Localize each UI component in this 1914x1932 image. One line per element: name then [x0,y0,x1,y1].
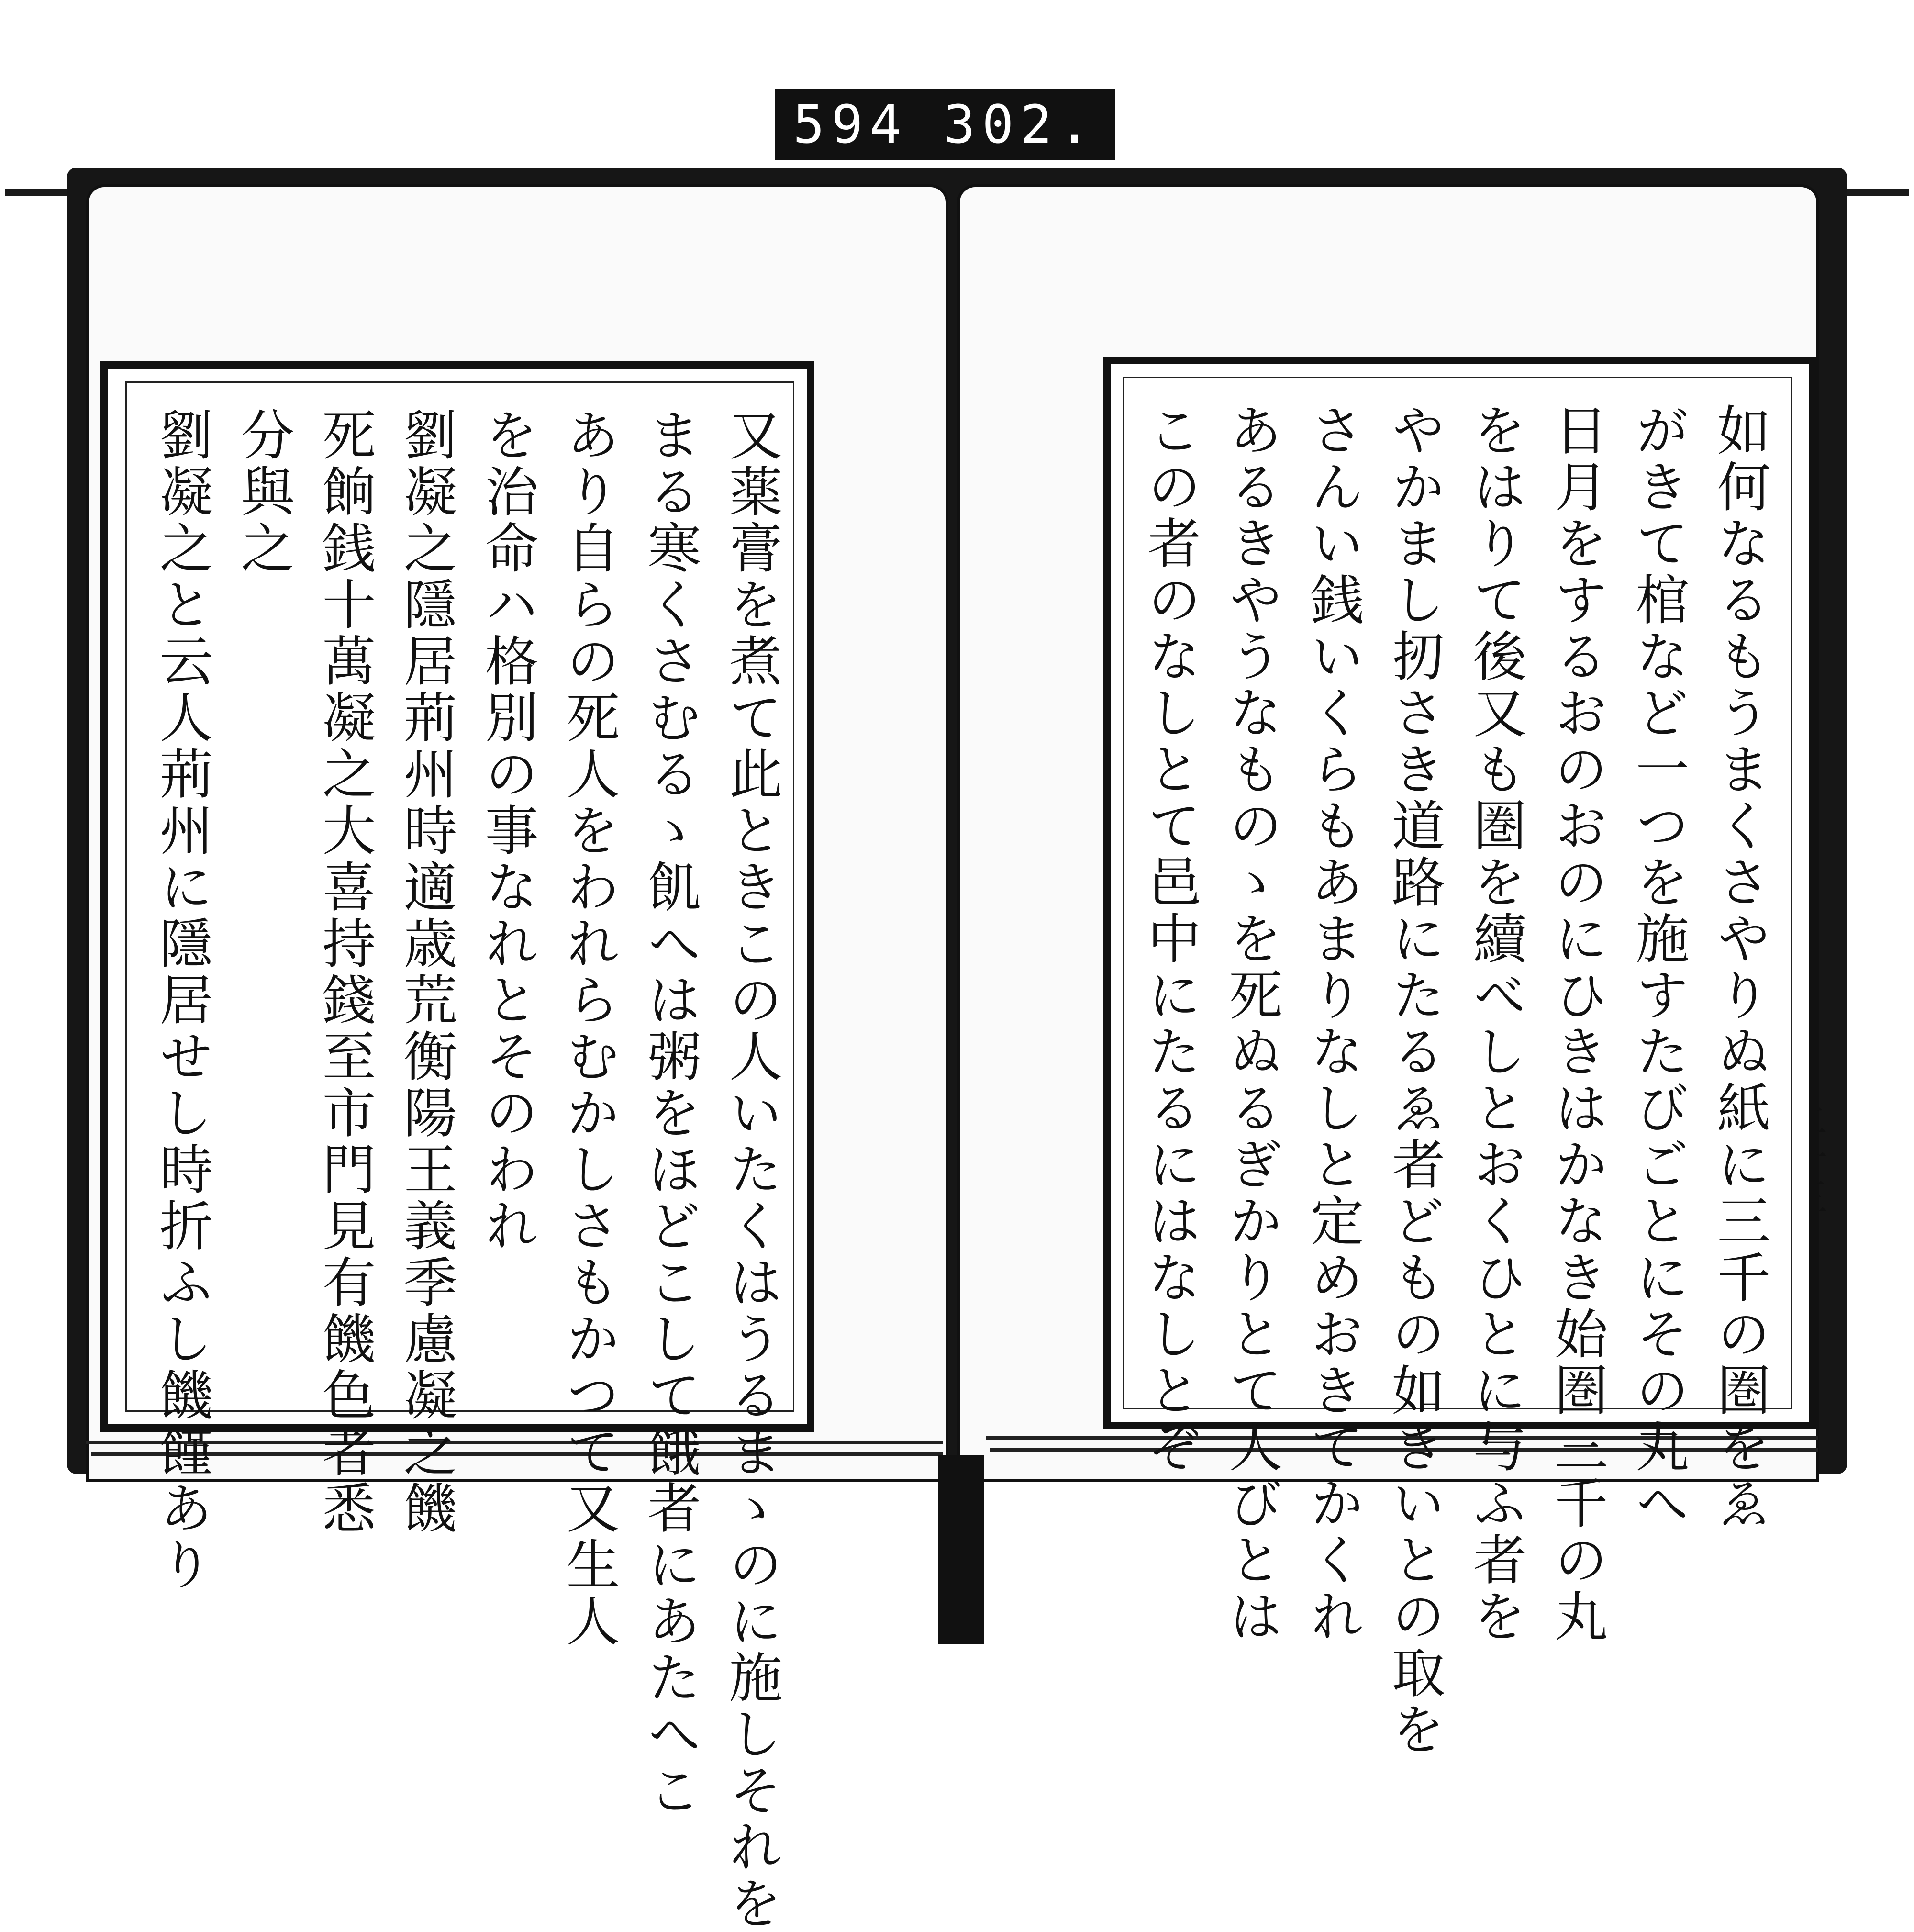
text-column: やかまし扨さき道路にたるゑ者どもの如きいとの取を [1383,402,1445,1758]
book-spine [938,1455,984,1644]
text-column: 死餉銭十萬凝之大喜持錢至市門見有饑色者悉 [313,407,376,1537]
text-column: がきて棺など一つを施すたびごとにその丸へ [1627,402,1689,1532]
text-column: 又薬膏を煮て此ときこの人いたくはうるまゝのに施しそれを [720,407,782,1932]
catalog-volume: 302. [943,94,1097,155]
text-frame-left [100,361,814,1932]
text-column: 日月をするおのおのにひきはかなき始圏三千の丸 [1546,402,1608,1645]
page-edge [86,1441,943,1444]
text-column: を治命ハ格別の事なれとそのわれ [476,407,538,1254]
text-column: をはりて後又も圏を續べしとおくひとに与ふ者を [1464,402,1526,1645]
text-column: まる寒くさむるゝ飢へは粥をほどこして餓者にあたへこ [639,407,701,1819]
page-edge [91,1452,943,1456]
text-column: 分與之 [232,407,294,577]
text-column: 如何なるもうまくさやりぬ紙に三千の圏をゑ [1708,402,1770,1532]
text-column: あり自らの死人をわれらむかしさもかつて又生人 [557,407,620,1650]
text-column: 劉凝之と云人荊州に隱居せし時折ふし饑饉あり [151,407,213,1593]
text-column: 劉凝之隱居荊州時適歳荒衡陽王義季慮凝之饑 [395,407,457,1537]
text-column: さんい銭いくらもあまりなしと定めおきてかくれ [1302,402,1364,1645]
catalog-label [775,89,1115,160]
text-column: あるきやうなものゝを死ぬるぎかりとて人びとは [1220,402,1282,1645]
text-frame-right [1103,357,1817,1758]
catalog-number: 594 [793,94,908,155]
text-column: この者のなしとて邑中にたるにはなしとぞ [1139,402,1201,1475]
